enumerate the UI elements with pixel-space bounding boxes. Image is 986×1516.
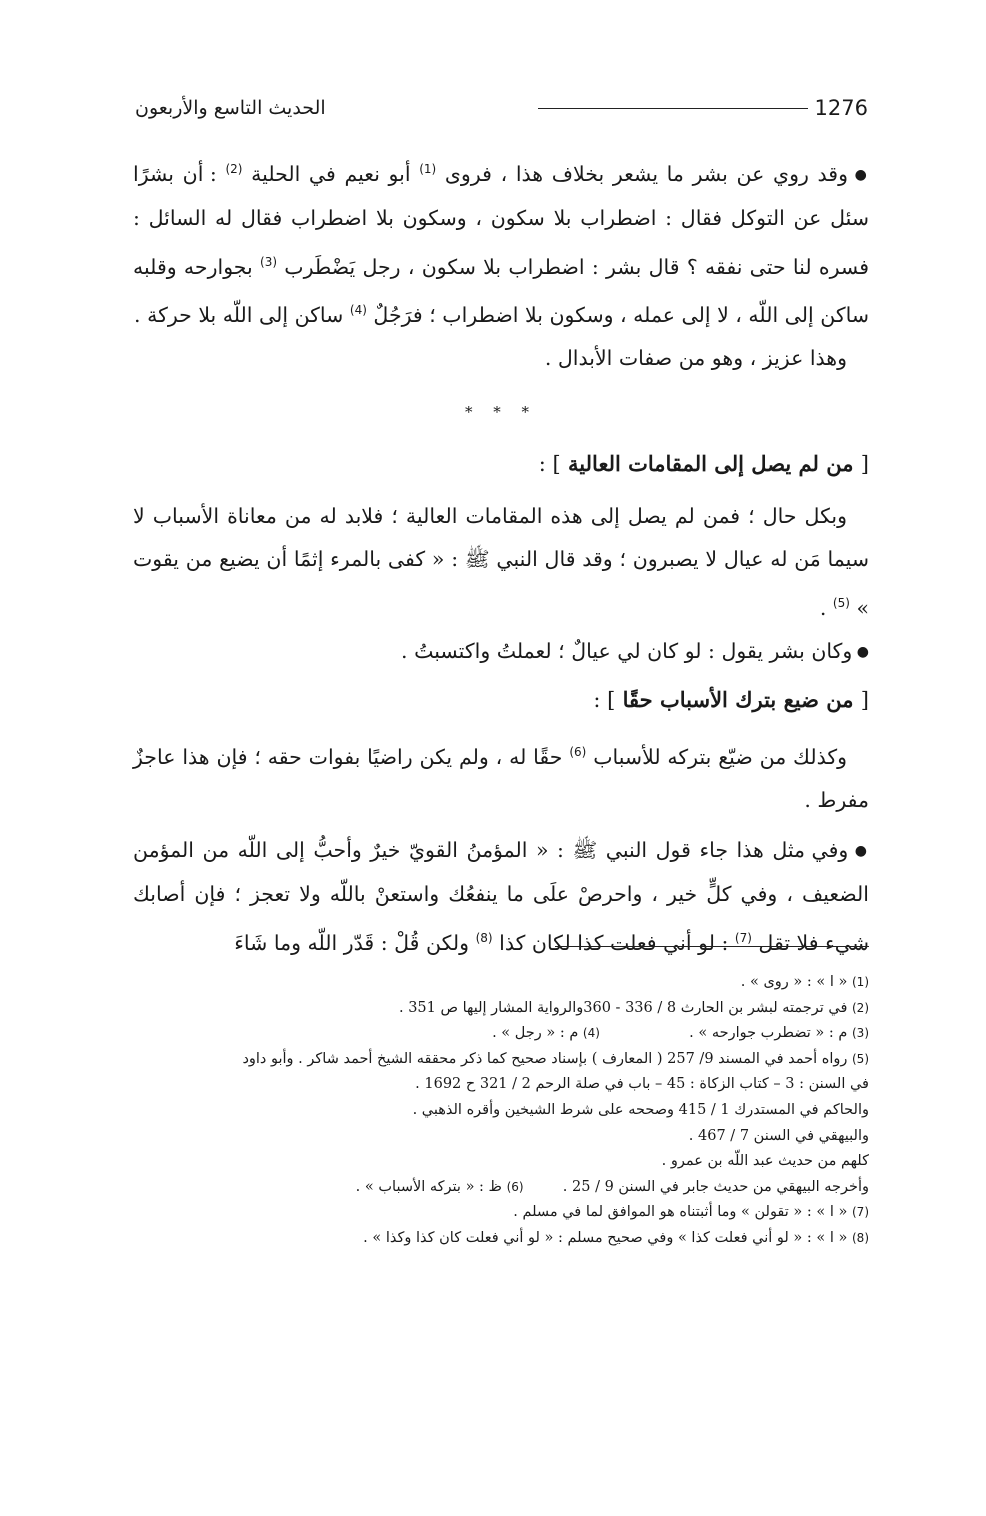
text-segment: بجوارحه وقلبه ساكن إلى اللّه ، لا إلى عمله ، وسكون بلا اضطراب ؛ فرَجُلٌ [133, 254, 869, 327]
footnote-2: (2) في ترجمته لبشر بن الحارث 8 / 336 - 360والرواية المشار إليها ص 351 . [398, 999, 869, 1016]
footnote-ref[interactable]: (6) [569, 744, 587, 759]
footnote-5-6: وأخرجه البيهقي من حديث جابر في السنن 9 / 25 . (6) ظ : « بتركه الأسباب » . [355, 1178, 869, 1195]
paragraph-means [133, 495, 869, 630]
bracket: [ [860, 687, 869, 712]
footnote-8: (8) « ا » : « لو أني فعلت كذا » وفي صحيح مسلم : « لو أني فعلت كان كذا وكذا » . [363, 1229, 869, 1246]
footnote-3-4: (3) م : « تضطرب جوارحه » . (4) م : « رجل » . [492, 1025, 869, 1042]
paragraph-neglect [133, 731, 869, 823]
bracket: ] : [593, 687, 616, 712]
text-segment: وبكل حال ؛ فمن لم يصل إلى هذه المقامات العالية ؛ فلابد له من معاناة الأسباب لا سيما مَن له عيال لا يصبرون ؛ وقد قال النبي ﷺ : « كفى بالمرء إثمًا أن يضيع من يقوت » [133, 503, 869, 620]
footnote-5-cont: والحاكم في المستدرك 1 / 415 وصححه على شرط الشيخين وأقره الذهبي . [412, 1101, 869, 1118]
text-segment: : لو أني فعلت كذا لكان كذا [499, 930, 729, 955]
footnote-separator [555, 946, 869, 947]
page-number: 1276 [814, 96, 868, 120]
heading-text: من ضيع بترك الأسباب حقًا [622, 686, 854, 712]
footnote-5-cont: في السنن : 3 – كتاب الزكاة : 45 – باب في صلة الرحم 2 / 321 ح 1692 . [415, 1076, 869, 1093]
text-segment: . [819, 595, 827, 620]
text-segment: حقًا له ، ولم يكن راضيًا بفوات حقه ؛ فإن هذا عاجزٌ مفرط . [133, 744, 869, 813]
paragraph-strong-believer [133, 829, 869, 965]
heading-text: من لم يصل إلى المقامات العالية [568, 450, 854, 476]
footnote-ref[interactable]: (7) [734, 930, 752, 945]
bracket: [ [860, 451, 869, 476]
footnote-1: (1) « ا » : « روى » . [740, 974, 869, 990]
footnote-ref[interactable]: (3) [260, 254, 278, 269]
running-header [135, 92, 868, 128]
text-segment: ساكن إلى اللّه بلا حركة . [134, 302, 344, 327]
footnote-ref[interactable]: (8) [475, 930, 493, 945]
footnote-ref[interactable]: (5) [832, 595, 850, 610]
footnote-ref[interactable]: (1) [419, 162, 437, 176]
text-segment: وفي مثل هذا جاء قول النبي ﷺ : « المؤمنُ القويّ خيرٌ وأحبُّ إلى اللّه من المؤمن الضعيف ، وفي كلٍّ خير ، واحرصْ علَى ما ينفعُك واستعنْ باللّه ولا تعجز ؛ فإن أصابك شيء فلا تقل [133, 837, 869, 955]
text-segment: وكذلك من ضيّع بتركه للأسباب [593, 744, 847, 769]
paragraph-bishr-narration [133, 148, 869, 337]
section-heading-neglect [133, 675, 869, 725]
main-text [133, 148, 869, 965]
paragraph-rare: وهذا عزيز ، وهو من صفات الأبدال . [544, 346, 847, 371]
section-heading-high-stations [133, 439, 869, 489]
header-rule [538, 108, 808, 109]
footnote-5: (5) رواه أحمد في المسند 9/ 257 ( المعارف ) بإسناد صحيح كما ذكر محققه الشيخ أحمد شاكر . وأبو داود [242, 1050, 869, 1067]
footnote-5-cont: والبيهقي في السنن 7 / 467 . [688, 1127, 869, 1144]
text-segment: : أن بشرًا سئل عن التوكل فقال : اضطراب بلا سكون ، وسكون بلا اضطراب فقال له السائل : فسره لنا حتى نفقه ؟ قال بشر : اضطراب بلا سكون ، رجل يَضْطَرب [133, 161, 869, 279]
text-segment: أبو نعيم في الحلية [251, 161, 411, 186]
footnotes [133, 970, 869, 1252]
bracket: ] : [538, 451, 561, 476]
chapter-title: الحديث التاسع والأربعون [135, 97, 326, 119]
paragraph-bishr-family: ● وكان بشر يقول : لو كان لي عيالٌ ؛ لعملتُ واكتسبتُ . [133, 630, 869, 675]
text-segment: ولكن قُلْ : قَدّر اللّه وما شَاءَ [234, 930, 470, 955]
text-segment: وقد روي عن بشر ما يشعر بخلاف هذا ، فروى [444, 161, 848, 186]
footnote-5-cont: كلهم من حديث عبد اللّه بن عمرو . [661, 1153, 869, 1170]
section-separator: * * * [464, 402, 538, 421]
footnote-ref[interactable]: (4) [349, 303, 367, 318]
footnote-ref[interactable]: (2) [225, 162, 243, 176]
footnote-7: (7) « ا » : « تقولن » وما أثبتناه هو الموافق لما في مسلم . [513, 1204, 869, 1221]
